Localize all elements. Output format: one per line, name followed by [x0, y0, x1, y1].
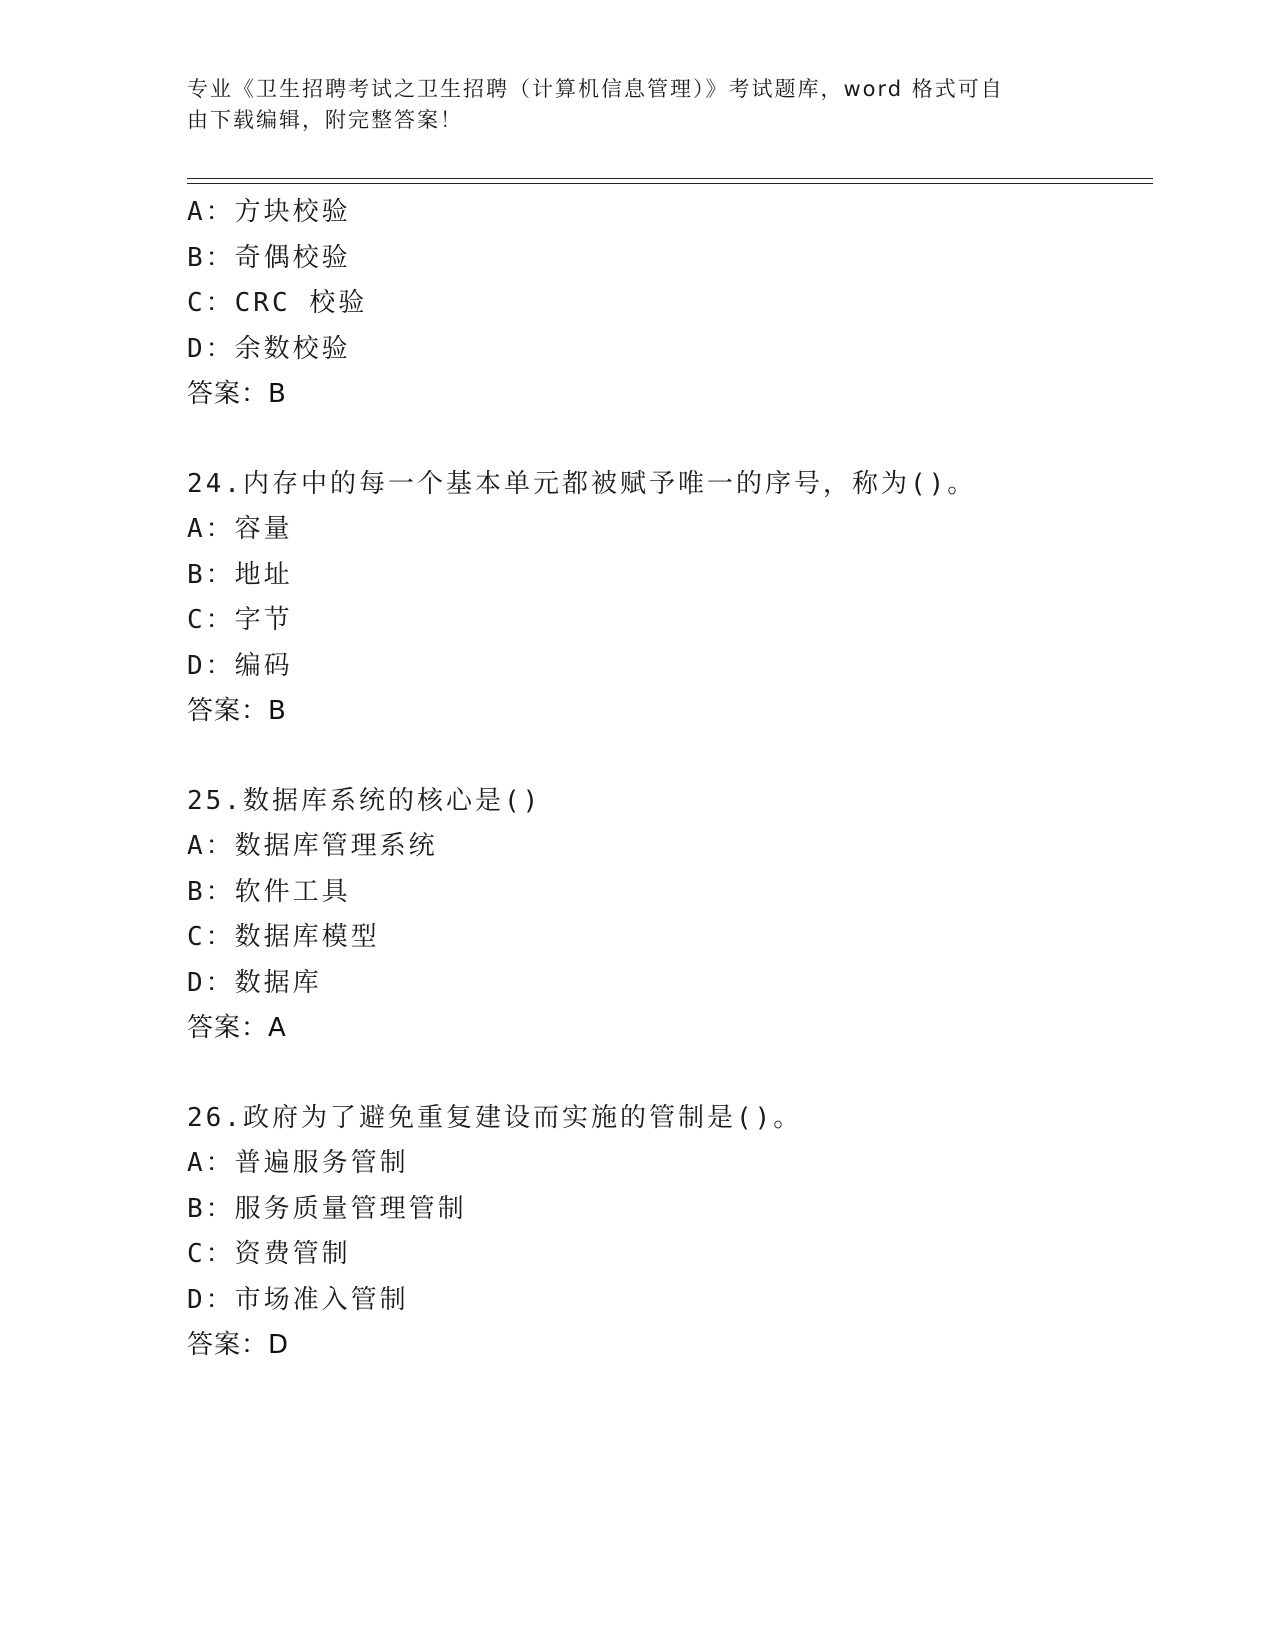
header-divider-bottom [187, 183, 1153, 184]
option-b: B：软件工具 [187, 876, 351, 907]
option-c: C：字节 [187, 605, 293, 635]
header-divider-top [187, 178, 1153, 179]
question-text: 24.内存中的每一个基本单元都被赋予唯一的序号，称为()。 [187, 468, 977, 499]
question-block-24 [187, 462, 1147, 735]
answer-line: 答案：B [187, 696, 287, 726]
header-line-2: 由下载编辑，附完整答案！ [187, 108, 463, 132]
option-a: A：容量 [187, 514, 293, 544]
option-c: C：数据库模型 [187, 922, 380, 952]
answer-line: 答案：B [187, 379, 287, 409]
option-a: A：普遍服务管制 [187, 1148, 409, 1178]
option-c: C：资费管制 [187, 1239, 351, 1269]
option-a: A：数据库管理系统 [187, 831, 438, 861]
option-a: A：方块校验 [187, 197, 351, 227]
answer-line: 答案：D [187, 1330, 290, 1360]
question-block-26 [187, 1096, 1147, 1369]
answer-line: 答案：A [187, 1013, 287, 1043]
option-d: D：市场准入管制 [187, 1284, 409, 1315]
question-block-23 [187, 190, 1147, 418]
question-text: 25.数据库系统的核心是() [187, 785, 542, 816]
option-d: D：编码 [187, 650, 293, 681]
option-d: D：余数校验 [187, 333, 351, 364]
question-content [187, 190, 1147, 1369]
option-b: B：服务质量管理管制 [187, 1193, 467, 1224]
option-b: B：地址 [187, 559, 293, 590]
option-c: C：CRC 校验 [187, 288, 368, 318]
question-block-25 [187, 779, 1147, 1052]
document-header [187, 74, 1067, 136]
option-d: D：数据库 [187, 967, 322, 998]
question-text: 26.政府为了避免重复建设而实施的管制是()。 [187, 1102, 803, 1133]
header-line-1: 专业《卫生招聘考试之卫生招聘（计算机信息管理）》考试题库，word 格式可自 [187, 77, 1004, 101]
option-b: B：奇偶校验 [187, 242, 351, 273]
